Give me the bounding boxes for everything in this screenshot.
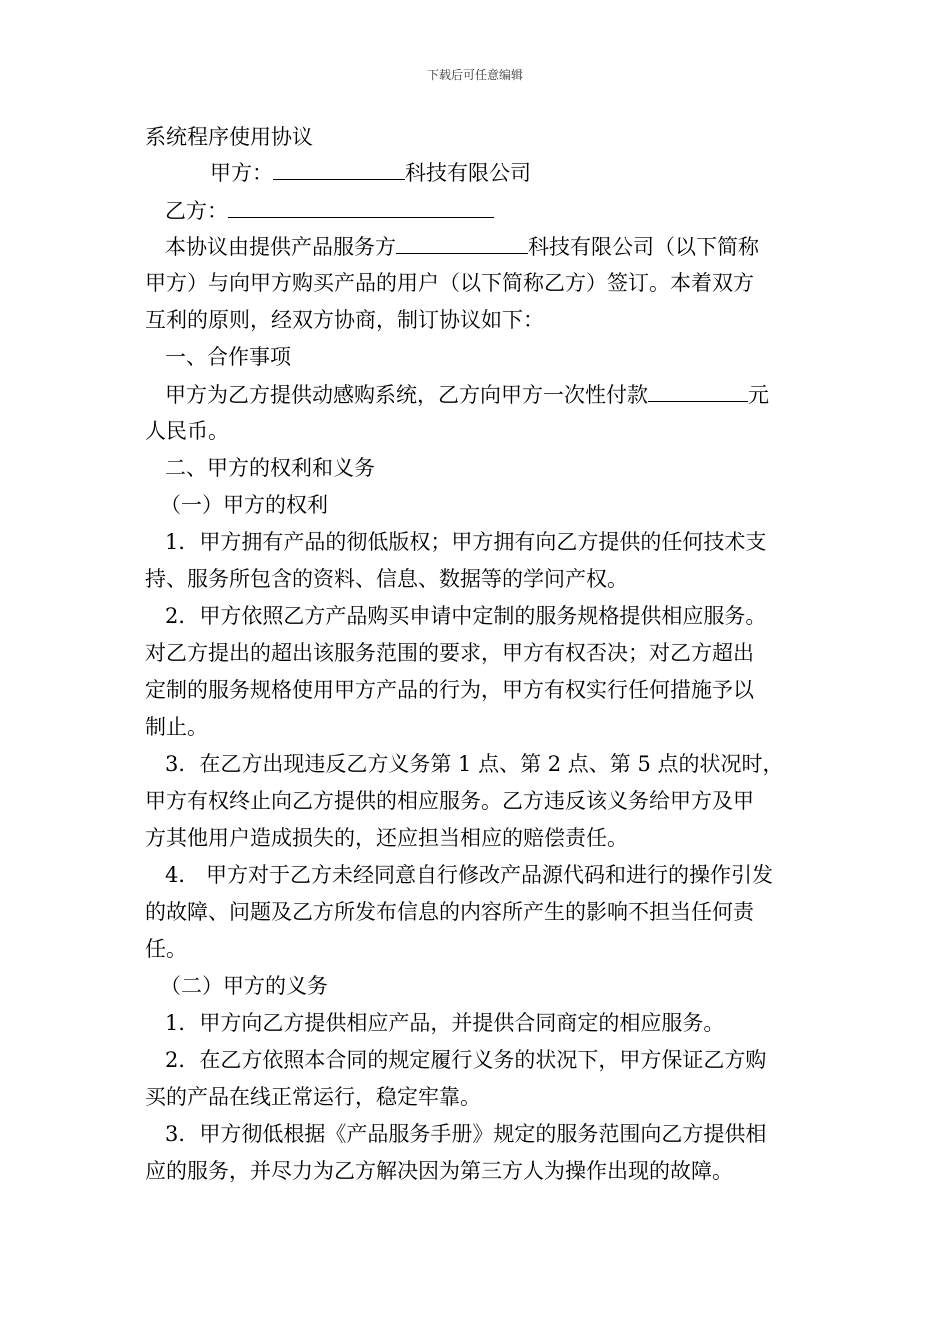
- paragraph-line: 3．甲方彻低根据《产品服务手册》规定的服务范围向乙方提供相: [165, 1122, 767, 1146]
- paragraph-line: 定制的服务规格使用甲方产品的行为，甲方有权实行任何措施予以: [145, 678, 754, 702]
- document-title: 系统程序使用协议: [145, 125, 313, 149]
- paragraph-line: 1．甲方拥有产品的彻低版权；甲方拥有向乙方提供的任何技术支: [165, 530, 767, 554]
- subsection-heading: （二）甲方的义务: [160, 974, 328, 998]
- paragraph-line: 4． 甲方对于乙方未经同意自行修改产品源代码和进行的操作引发: [165, 863, 774, 887]
- party-b-line: [165, 195, 835, 226]
- paragraph-line: 甲方）与向甲方购买产品的用户（以下简称乙方）签订。本着双方: [145, 271, 754, 295]
- paragraph-line: 3．在乙方出现违反乙方义务第 1 点、第 2 点、第 5 点的状况时，: [165, 752, 784, 776]
- party-a-blank: [273, 157, 405, 180]
- paragraph-line: 方其他用户造成损失的，还应担当相应的赔偿责任。: [145, 826, 628, 850]
- line-text: 科技有限公司（以下简称: [528, 235, 759, 259]
- paragraph-line: 2．甲方依照乙方产品购买申请中定制的服务规格提供相应服务。: [165, 604, 767, 628]
- paragraph-line: [165, 231, 835, 262]
- line-text: 元: [748, 383, 769, 407]
- paragraph-line: 的故障、问题及乙方所发布信息的内容所产生的影响不担当任何责: [145, 900, 754, 924]
- paragraph-line: 买的产品在线正常运行，稳定牢靠。: [145, 1085, 481, 1109]
- party-a-suffix: 科技有限公司: [405, 161, 531, 185]
- party-b-blank: [228, 195, 494, 218]
- party-b-label: 乙方：: [165, 199, 228, 223]
- paragraph-line: 1．甲方向乙方提供相应产品，并提供合同商定的相应服务。: [165, 1011, 725, 1035]
- paragraph-line: 应的服务，并尽力为乙方解决因为第三方人为操作出现的故障。: [145, 1159, 733, 1183]
- header-note: 下载后可任意编辑: [426, 68, 523, 82]
- payment-blank: [648, 379, 748, 402]
- paragraph-line: 持、服务所包含的资料、信息、数据等的学问产权。: [145, 567, 628, 591]
- section-heading: 一、合作事项: [165, 345, 291, 369]
- provider-blank: [396, 231, 528, 254]
- paragraph-line: 2．在乙方依照本合同的规定履行义务的状况下，甲方保证乙方购: [165, 1048, 767, 1072]
- paragraph-line: 任。: [145, 937, 187, 961]
- party-a-line: [210, 157, 880, 188]
- paragraph-line: 制止。: [145, 715, 208, 739]
- paragraph-line: 对乙方提出的超出该服务范围的要求，甲方有权否决；对乙方超出: [145, 641, 754, 665]
- party-a-label: 甲方：: [210, 161, 273, 185]
- subsection-heading: （一）甲方的权利: [160, 493, 328, 517]
- line-text: 甲方为乙方提供动感购系统，乙方向甲方一次性付款: [165, 383, 648, 407]
- section-heading: 二、甲方的权利和义务: [165, 456, 375, 480]
- line-text: 本协议由提供产品服务方: [165, 235, 396, 259]
- paragraph-line: 甲方有权终止向乙方提供的相应服务。乙方违反该义务给甲方及甲: [145, 789, 754, 813]
- paragraph-line: 互利的原则，经双方协商，制订协议如下：: [145, 308, 544, 332]
- paragraph-line: [165, 379, 835, 410]
- paragraph-line: 人民币。: [145, 419, 229, 443]
